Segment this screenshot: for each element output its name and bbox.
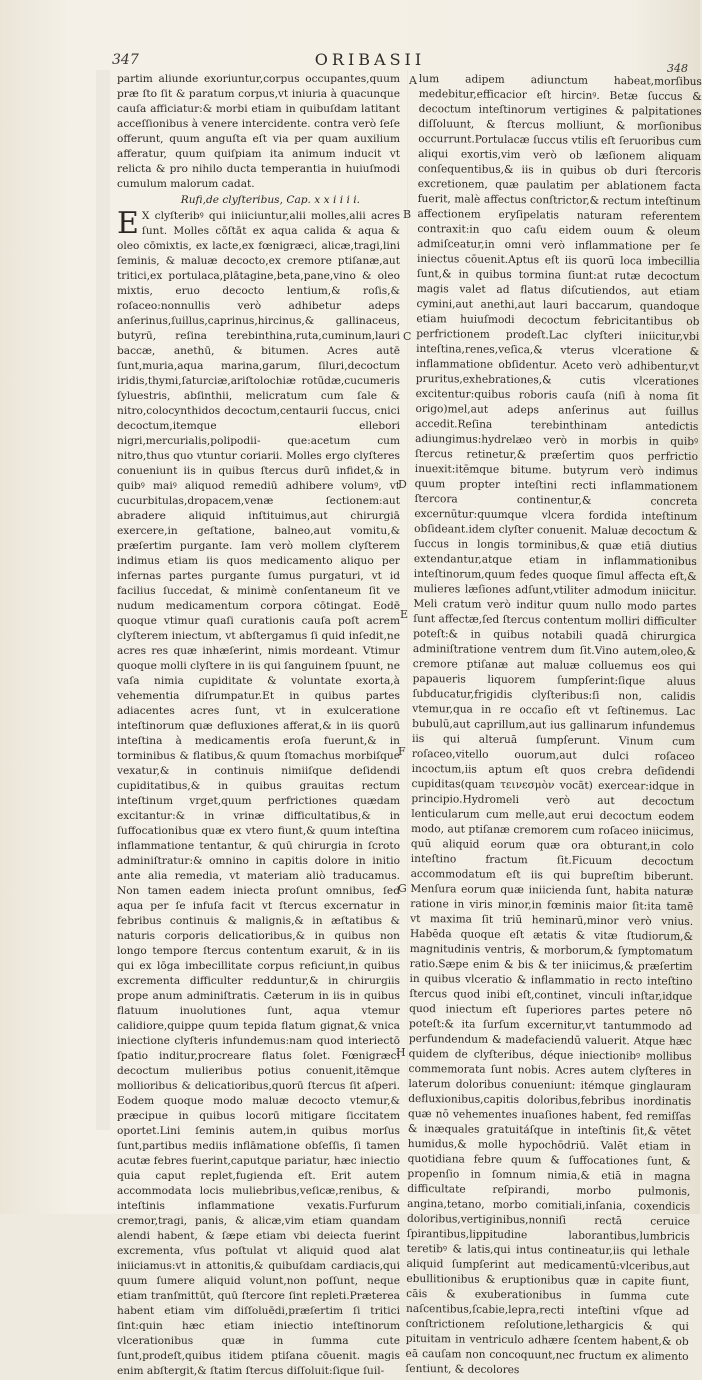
margin-letter-c: C — [403, 330, 412, 343]
right-column-text: lum adipem adiunctum habeat,morſibus medebitur,efficacior eſt hircinꝰ. Betæ ſuccus & decoctum inteſtinorum vertigines & palpitationes diſſoluunt, & ſtercus molliunt, & morſionibus occurrunt.Portulacæ ſuccus vtilis eſt ſeruoribus cum aliqui exortis,vim verò ob læſionem aliquam conſequentibus,& iis in quibus ob duri ſtercoris excretionem, quæ paulatim per ablationem facta fuerit, malè affectus conſtrictor,& rectum inteſtinum affectionem eryſipelatis naturam referentem contraxit:in quo caſu eidem ouum & oleum admiſceatur,in omni verò inflammatione per ſe iniectus cōuenit.Aptus eſt iis quorū loca imbecillia ſunt,& in quibus tormina ſiunt:at rutæ decoctum magis valet ad flatus diſcutiendos, aut etiam cymini,aut anethi,aut lauri baccarum, quandoque etiam huiuſmodi decoctum febricitantibus ob perfrictionem prodeſt.Lac clyſteri iniicitur,vbi inteſtina,renes,veſica,& vterus vlceratione & inflammatione obſidentur. Aceto verò adhibentur,vt pruritus,exhebrationes,& cutis vlcerationes excitentur:quibus roboris cauſa (niſi à noma ſit origo)mel,aut adeps anſerinus aut ſuillus accedit.Reſina terebinthinam antedictis adiungimus:hydrelæo verò in morbis in quibꝰ ſtercus retinetur,& præſertim quos perfrictio inuexit:itēmque bitume. butyrum verò indimus quum propter inteſtini recti inflammationem ſtercora continentur,& concreta excernūtur:quumque vlcera fordida inteſtinum obſideant.idem clyſter conuenit. Maluæ decoctum & ſuccus in longis torminibus,& quæ etiā diutius extendantur,atque etiam in inflammationibus inteſtinorum,quum fedes quoque ſimul affecta eſt,& mulieres læſiones adſunt,vtiliter admodum iniicitur. Meli cratum verò inditur quum nullo modo partes ſunt affectæ,ſed ſtercus contentum molliri difficulter poteſt:& in quibus notabili quadā chirurgica adminiſtratione ventrem dum ſit.Vino autem,oleo,& cremore ptiſanæ aut maluæ colluemus eos qui papaueris liquorem ſumpſerint:ſique aluus ſubducatur,frigidis clyſteribus:ſi non, calidis vtemur,qua in re occaſio eſt vt ſeſtinemus. Lac bubulū,aut caprillum,aut ius gallinarum infundemus iis qui alteruā ſumpſerunt. Vinum cum roſaceo,vitello ouorum,aut dulci roſaceo incoctum,iis aptum eſt quos crebra deſidendi cupiditas(quam τεινεσμὸν vocāt) exercear:idque in principio.Hydromeli verò aut decoctum lenticularum cum melle,aut erui decoctum eodem modo, aut ptiſanæ cremorem cum roſaceo iniicimus, quū aliquid eorum quæ ora obturant,in colo inteſtino fractum ſit.Ficuum decoctum accommodatum eſt iis qui bupreſtim biberunt. Menſura eorum quæ iniicienda ſunt, habita naturæ ratione in viris minor,in fœminis maior ſit:ita tamē vt maxima ſit triū heminarū,minor verò vnius. Habēda quoque eſt ætatis & vitæ ſtudiorum,& magnitudinis ventris, & morborum,& ſymptomatum ratio.Sæpe enim & bis & ter iniicimus,& præſertim in quibus vlceratio & inflammatio in recto inteſtino ſtercus quod inibi eſt,continet, vinculi inſtar,idque quod iniectum eſt ſuperiores partes petere nō poteſt:& ita ſurſum excernitur,vt tantummodo ad perfundendum & madefaciendū valuerit. Atque hæc quidem de clyſteribus, déque iniectionibꝰ mollibus commemorata ſunt nobis. Acres autem clyſteres in laterum doloribus conueniunt: itémque ginglauram defluxionibus,capitis doloribus,febribus inordinatis quæ nō vehementes inuaſiones habent, fed remiſſas & inæquales gratuitáſque in inteſtinis ſit,& vētet humidus,& molle hypochōdriū. Valēt etiam in quotidiana febre quum & ſuffocationes ſunt, & propenſio in ſomnum nimia,& etiā in magna difficultate reſpirandi, morbo pulmonis, angina,tetano, morbo comitiali,inſania, coxendicis doloribus,vertiginibus,nonniſi rectā ceruice ſpirantibus,lippitudine laborantibus,lumbricis teretibꝰ & latis,qui intus contineatur,iis qui lethale aliquid ſumpſerint aut medicamentū:vlceribus,aut ebullitionibus & eruptionibus quæ in capite fiunt, cāis & exuberationibus in ſumma cute naſcentibus,ſcabie,lepra,recti inteſtini vſque ad conſtrictionem reſolutione,lethargicis & qui pituitam in ventriculo adhære ſcentem habent,& ob eā cauſam non concoquunt,nec fructum ex alimento ſentiunt, & decolores — [405, 72, 702, 1377]
left-column — [117, 72, 400, 1377]
drop-cap: E — [117, 206, 139, 241]
margin-letter-a: A — [409, 74, 417, 87]
chapter-intro-text: partim aliunde exoriuntur,corpus occupantes,quum præ ſto ſit & paratum corpus,vt iniuria à quacunque cauſa afficiatur:& morbi etiam in quibuſdam latitant acceſſionibus à venere intercidente. contra verò ſeſe offerunt, quum anguſta eſt via per quam auxilium afferatur, quum quiſpiam ita animum inducit vt relicta & pro nihilo ducta temperantia in huiuſmodi cumulum malorum cadat. — [117, 73, 400, 190]
margin-letter-d: D — [398, 478, 407, 491]
bleed-through-shadow — [96, 70, 110, 1130]
margin-letter-h: H — [396, 1046, 406, 1059]
margin-letter-g: G — [398, 882, 407, 895]
margin-letter-f: F — [398, 745, 406, 758]
chapter-body-text: X clyſteribꝰ qui iniiciuntur,alii molles,alii acres ſunt. Molles cōſtāt ex aqua calida & aqua & oleo cōmixtis, ex lacte,ex fœnigræci, alicæ,tragi,lini ſeminis, & maluæ decocto,ex cremore ptiſanæ,aut tritici,ex portulaca,plātagine,beta,pane,vino & oleo mixtis, eruo decocto lentium,& roſis,& roſaceo:nonnullis verò adhibetur adeps anſerinus,ſuillus,caprinus,hircinus,& gallinaceus, butyrū, reſina terebinthina,ruta,cuminum,lauri baccæ, anethū, & bitumen. Acres autē ſunt,muria,aqua marina,garum, ſiluri,decoctum iridis,thymi,ſaturciæ,ariſtolochiæ rotūdæ,cucumeris ſyluestris, abſinthii, melicratum cum ſale & nitro,colocynthidos decoctum,centaurii ſuccus, cnici decoctum,itemque ellebori nigri,mercurialis,polipodii- que:acetum cum nitro,thus quo vtuntur coriarii. Molles ergo clyſteres conueniunt iis in quibus ſtercus durū infidet,& in quibꝰ maiꝰ aliquod remediū adhibere volumꝰ, vt cucurbitulas,dropacem,venæ ſectionem:aut abradere aliquid inſtituimus,aut chirurgiā exercere,in geſtatione, balneo,aut vomitu,& præſertim purgante. Iam verò mollem clyſterem indimus etiam iis quos medicamento aliquo per infernas partes purgante ſumus purgaturi, vt id facilius ſuccedat, & minimè conſentaneum ſit ve nudum medicamentum corpora cōtingat. Eodē quoque vtimur quaſi curationis cauſa poſt acrem clyſterem iniectum, vt abſtergamus ſi quid inſedit,ne acres res quæ inhæſerint, nimis mordeant. Vtimur quoque molli clyſtere in iis qui ſanguinem ſpuunt, ne vaſa nimia cupiditate & voluntate exorta,à vehementia diſrumpatur.Et in quibus partes adiacentes acres ſunt, vt in exulceratione inteſtinorum quæ defluxiones afferat,& in iis quorū inteſtina à medicamentis eroſa fuerunt,& in torminibus & flatibus,& quum ſtomachus morbiſque vexatur,& in continuis nimiiſque deſidendi cupiditatibus,& in quibus grauitas rectum inteſtinum vrget,quum perfrictiones quædam excitantur:& in vrinæ difficultatibus,& in ſuffocationibus quæ ex vtero fiunt,& quum inteſtina inflammatione tentantur, & quū chirurgia in ſcroto adminiſtratur:& omnino in capitis dolore in initio ante alia remedia, vt materiam aliò traducamus. Non tamen eadem iniecta proſunt omnibus, ſed aqua per ſe infuſa facit vt ſtercus excernatur in febribus continuis & malignis,& in æſtatibus & naturis corporis delicatioribus,& in quibus non longo tempore ſtercus contentum exaruit, & in iis qui ex lōga imbecillitate corpus reficiunt,in quibus excrementa difficulter redduntur,& in chirurgiis prope anum adminiſtratis. Cæterum in iis in quibus flatuum inuolutiones ſunt, aqua vtemur calidiore,quippe quum tepida flatum gignat,& vnica iniectione clyſteris infundemus:nam quod interiectō ſpatio inditur,procreare flatus ſolet. Fœnigræci decoctum mulieribus potius conuenit,itēmque mollioribus & delicatioribus,quorū ſtercus ſit aſperi. Eodem quoque modo maluæ decocto vtemur,& præcipue in quibus locorū mitigare ſiccitatem oportet.Lini ſeminis autem,in quibus morſus ſunt,partibus mediis inflāmatione obſeſſis, ſi tamen acutæ febres fuerint,caputque pariatur, hæc iniectio quia caput replet,fugienda eſt. Erit autem accommodata locis muliebribus,veſicæ,renibus, & inteſtinis inflammatione vexatis.Furfurum cremor,tragi, panis, & alicæ,vim etiam quandam alendi habent, & ſæpe etiam vbi deiecta fuerint excrementa, vſus poſtulat vt aliquid quod alat iniiciamus:vt in attonitis,& quibuſdam cardiacis,qui quum ſumere aliquid volunt,non poſſunt, neque etiam tranſmittūt, quū ſtercore ſint repleti.Præterea habent etiam vim diſſoluēdi,præſertim ſi tritici ſint:quin hæc etiam iniectio inteſtinorum vlcerationibus quæ in ſumma cute ſunt,prodeſt,quibus itidem ptiſana cōuenit. magis enim abſtergit,& ſtatim ſtercus diſſoluit:ſique ſuil- — [117, 210, 400, 1377]
column-gutter — [407, 70, 408, 1100]
alt-page-number: 348 — [667, 62, 688, 75]
margin-letter-e: E — [400, 608, 409, 621]
chapter-body — [117, 206, 400, 1379]
page-number: 347 — [112, 52, 139, 68]
chapter-heading: Rufi,de clyſteribus, Cap. x x i i i i. — [180, 194, 360, 206]
running-title: ORIBASII — [314, 50, 426, 69]
margin-letter-b: B — [403, 208, 412, 221]
right-column — [405, 72, 702, 1377]
